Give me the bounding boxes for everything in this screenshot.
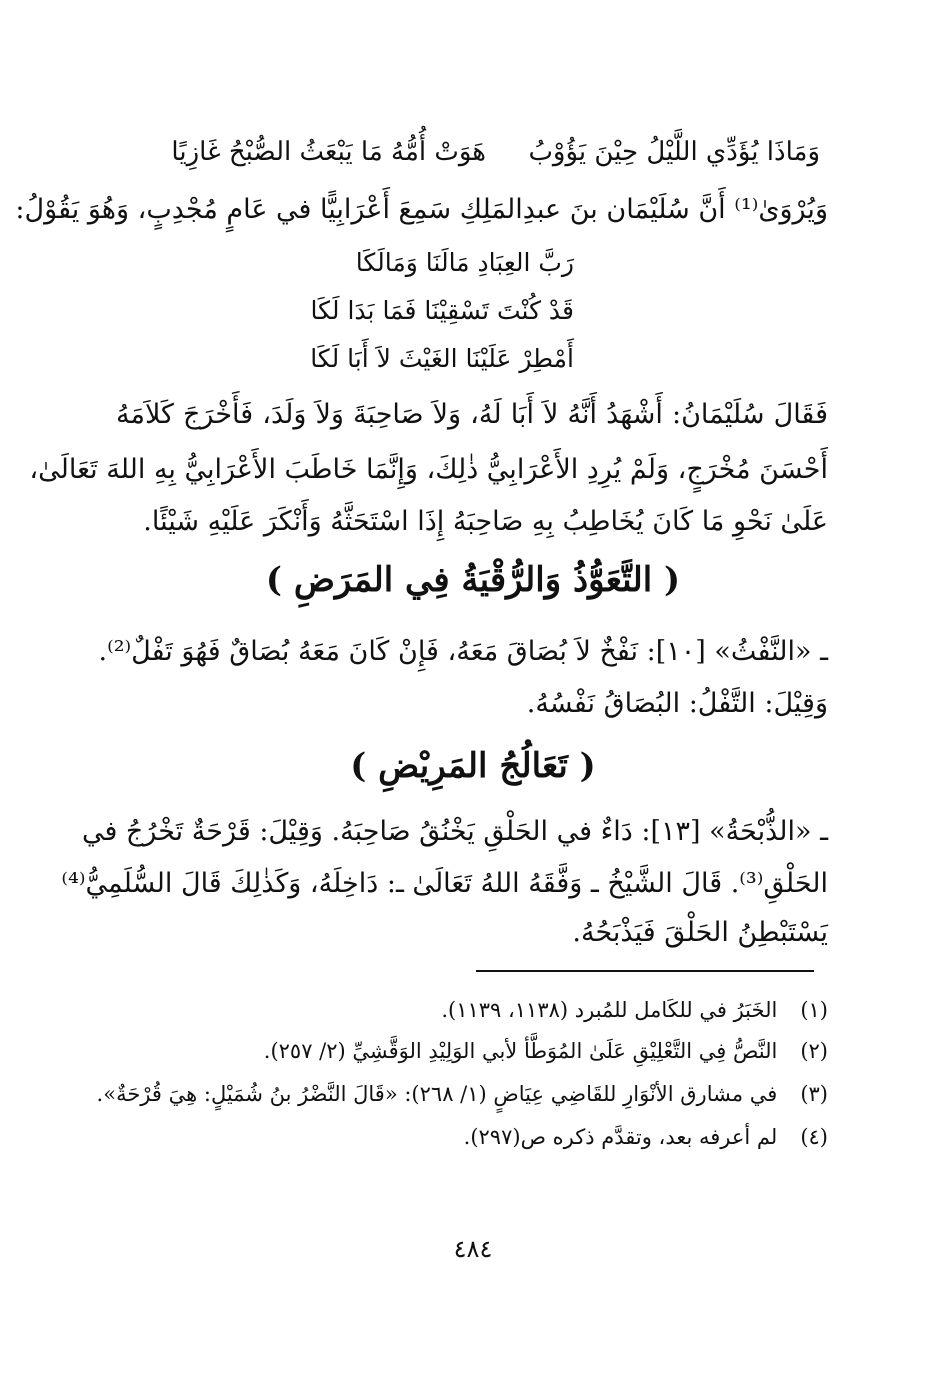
paragraph1-line-2: أَحْسَنَ مُخْرَجٍ، وَلَمْ يُرِدِ الأَعْرَابِيُّ ذٰلِكَ، وَإِنَّمَا خَاطَبَ الأَعْرَابِيُّ بِهِ اللهَ تَعَالَىٰ،	[29, 454, 828, 485]
footnote-3	[96, 1078, 828, 1110]
verse-hemistich-left: وَمَاذَا يُؤَدِّي اللَّيْلُ حِيْنَ يَؤُوْبُ	[528, 137, 820, 167]
footnote-1	[116, 994, 828, 1026]
footnote-number: (٤)	[800, 1125, 828, 1149]
footnote-number: (١)	[800, 998, 828, 1022]
rajaz-line-1: رَبَّ العِبَادِ مَالَنَا وَمَالَكَا	[355, 248, 574, 277]
footnote-4	[116, 1121, 828, 1153]
footnote-2	[116, 1035, 828, 1067]
paragraph1-line-3: عَلَىٰ نَحْوِ مَا كَانَ يُخَاطِبُ بِهِ صَاحِبَهُ إِذَا اسْتَحَثَّهُ وَأَنْكَرَ عَلَيْهِ شَيْئًا.	[143, 506, 828, 537]
footnote-number: (٣)	[800, 1082, 828, 1106]
page-number: ٤٨٤	[453, 1235, 493, 1263]
verse-hemistich-right: هَوَتْ أُمُّهُ مَا يَبْعَثُ الصُّبْحُ غَازِيًا	[171, 137, 486, 167]
footnote-text: الخَبَرُ في للكَامل للمُبرد (١١٣٨، ١١٣٩).	[441, 998, 778, 1022]
paragraph1-line-1: فَقَالَ سُلَيْمَانُ: أَشْهَدُ أَنَّهُ لاَ أَبَا لَهُ، وَلاَ صَاحِبَةَ وَلاَ وَلَدَ، فَأَخْرَجَ كَلاَمَهُ	[116, 399, 828, 430]
footnote-text: في مشارق الأنْوَارِ للقَاضِي عِيَاضٍ (١/ ٢٦٨): «قَالَ النَّضْرُ بنُ شُمَيْلٍ: هِيَ قُرْحَةٌ».	[96, 1082, 778, 1106]
paragraph3-line-2: الحَلْقِ⁽³⁾. قَالَ الشَّيْخُ ـ وَفَّقَهُ اللهُ تَعَالَىٰ ـ: دَاخِلَهُ، وَكَذٰلِكَ قَالَ السُّلَمِيُّ⁽⁴⁾	[61, 868, 828, 899]
footnote-number: (٢)	[800, 1039, 828, 1063]
rajaz-line-3: أَمْطِرْ عَلَيْنَا الغَيْثَ لاَ أَبَا لَكَا	[310, 344, 574, 373]
section-heading-treatment: ( تَعَالُجُ المَرِيْضِ )	[350, 746, 596, 786]
section-heading-ruqya: ( التَّعَوُّذُ وَالرُّقْيَةُ فِي المَرَضِ )	[265, 560, 681, 600]
footnote-text: النَّصُّ فِي التَّعْلِيْقِ عَلَىٰ المُوَطَّأ لأبي الوَلِيْدِ الوَقَّشِيِّ (٢/ ٢٥٧).	[263, 1039, 778, 1063]
intro-line: وَيُرْوَىٰ⁽¹⁾ أَنَّ سُلَيْمَان بنَ عبدِالمَلِكِ سَمِعَ أَعْرَابِيًّا في عَامٍ مُجْدِبٍ، وَهُوَ يَقُوْلُ:	[15, 194, 828, 225]
paragraph2-line-1: ـ «النَّفْثُ» [١٠]: نَفْخٌ لاَ بُصَاقَ مَعَهُ، فَإِنْ كَانَ مَعَهُ بُصَاقٌ فَهُوَ تَفْلٌ⁽²⁾.	[98, 636, 828, 667]
paragraph3-line-3: يَسْتَبْطِنُ الحَلْقَ فَيَذْبَحُهُ.	[572, 917, 828, 948]
paragraph3-line-1: ـ «الذُّبْحَةُ» [١٣]: دَاءٌ في الحَلْقِ يَخْنُقُ صَاحِبَهُ. وَقِيْلَ: قَرْحَةٌ تَخْرُجُ في	[81, 816, 828, 847]
rajaz-line-2: قَدْ كُنْتَ تَسْقِيْنَا فَمَا بَدَا لَكَا	[310, 296, 574, 325]
footnote-separator	[476, 970, 814, 972]
footnote-text: لم أعرفه بعد، وتقدَّم ذكره ص(٢٩٧).	[463, 1125, 778, 1149]
paragraph2-line-2: وَقِيْلَ: التَّفْلُ: البُصَاقُ نَفْسُهُ.	[526, 688, 828, 719]
